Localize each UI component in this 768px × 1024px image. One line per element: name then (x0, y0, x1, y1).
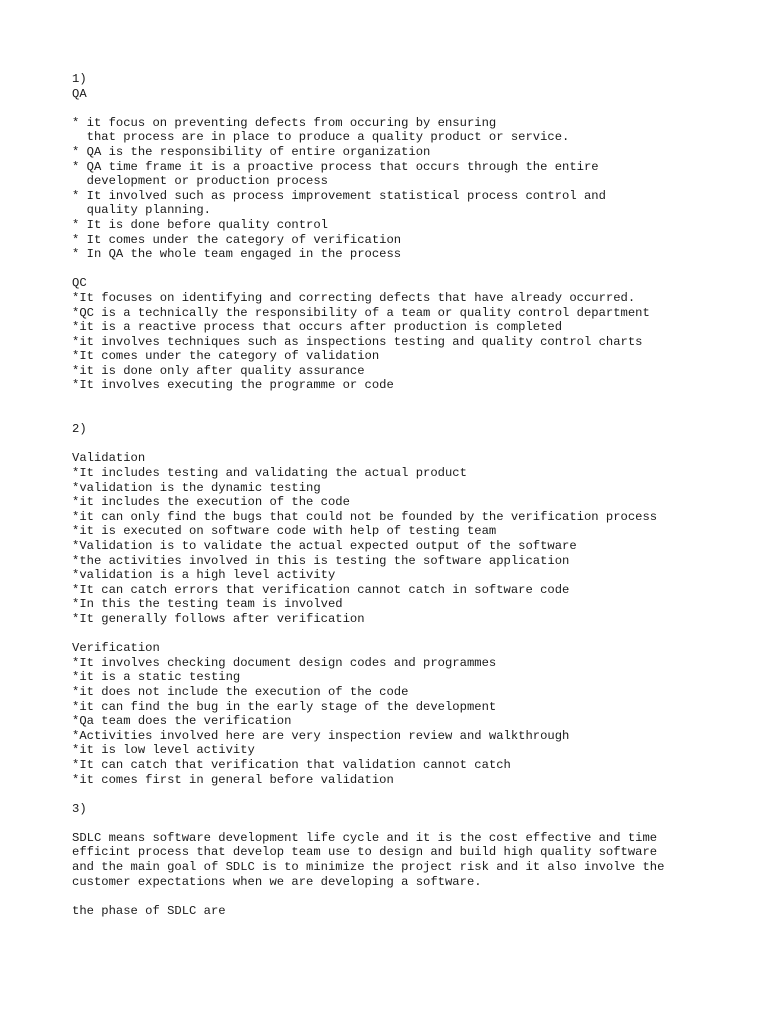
text-line: * In QA the whole team engaged in the process (72, 247, 402, 262)
text-line: *Activities involved here are very inspection review and walkthrough (72, 728, 570, 743)
text-line: *Qa team does the verification (72, 714, 292, 729)
text-line: QC (72, 276, 87, 291)
text-line (72, 889, 762, 904)
text-line: * QA is the responsibility of entire organization (72, 144, 431, 159)
text-line: *It includes testing and validating the actual product (72, 466, 467, 481)
text-line: Verification (72, 641, 160, 656)
text-line: customer expectations when we are developing a software. (72, 874, 482, 889)
text-line: 3) (72, 801, 87, 816)
text-line: *It comes under the category of validation (72, 349, 380, 364)
text-line: *it is done only after quality assurance (72, 363, 365, 378)
text-line: efficint process that develop team use to design and build high quality software (72, 845, 658, 860)
text-line: * It involved such as process improvement statistical process control and (72, 188, 606, 203)
text-line: *It can catch errors that verification cannot catch in software code (72, 582, 570, 597)
text-line: *validation is the dynamic testing (72, 480, 321, 495)
text-line (72, 787, 762, 802)
text-line: *It involves executing the programme or code (72, 378, 394, 393)
text-line: *It can catch that verification that validation cannot catch (72, 757, 511, 772)
text-line: * it focus on preventing defects from occuring by ensuring (72, 115, 497, 130)
text-line: *it is low level activity (72, 743, 255, 758)
text-line: 1) (72, 72, 87, 86)
text-line: the phase of SDLC are (72, 903, 226, 918)
text-line: *validation is a high level activity (72, 568, 336, 583)
text-line: *It generally follows after verification (72, 611, 365, 626)
text-line: and the main goal of SDLC is to minimize the project risk and it also involve the (72, 860, 665, 875)
text-line (72, 393, 762, 408)
text-line: *it is a static testing (72, 670, 241, 685)
text-line: development or production process (72, 174, 328, 189)
text-line: quality planning. (72, 203, 211, 218)
text-line (72, 262, 762, 277)
text-line: Validation (72, 451, 146, 466)
text-line: 2) (72, 422, 87, 437)
text-line: SDLC means software development life cycle and it is the cost effective and time (72, 830, 658, 845)
text-line: *it is a reactive process that occurs after production is completed (72, 320, 563, 335)
text-line: *In this the testing team is involved (72, 597, 343, 612)
text-line: *the activities involved in this is testing the software application (72, 553, 570, 568)
text-line (72, 101, 762, 116)
text-line (72, 437, 762, 452)
text-line: QA (72, 86, 87, 101)
text-line: *It involves checking document design codes and programmes (72, 655, 497, 670)
text-line: *it is executed on software code with help of testing team (72, 524, 497, 539)
document-page (72, 72, 762, 918)
text-line: *it involves techniques such as inspections testing and quality control charts (72, 334, 643, 349)
text-line (72, 408, 762, 423)
text-line: *QC is a technically the responsibility of a team or quality control department (72, 305, 650, 320)
text-line: *it includes the execution of the code (72, 495, 350, 510)
text-line: * It is done before quality control (72, 217, 328, 232)
text-line: *it comes first in general before validation (72, 772, 394, 787)
text-line: * It comes under the category of verification (72, 232, 402, 247)
text-line: *Validation is to validate the actual expected output of the software (72, 539, 577, 553)
text-line: * QA time frame it is a proactive process that occurs through the entire (72, 159, 599, 174)
text-line: that process are in place to produce a quality product or service. (72, 130, 570, 145)
text-line: *It focuses on identifying and correcting defects that have already occurred. (72, 290, 636, 305)
text-line: *it does not include the execution of the code (72, 684, 409, 699)
text-line: *it can only find the bugs that could not be founded by the verification process (72, 509, 658, 524)
text-line (72, 816, 762, 831)
text-line: *it can find the bug in the early stage of the development (72, 699, 497, 714)
text-line (72, 627, 762, 642)
